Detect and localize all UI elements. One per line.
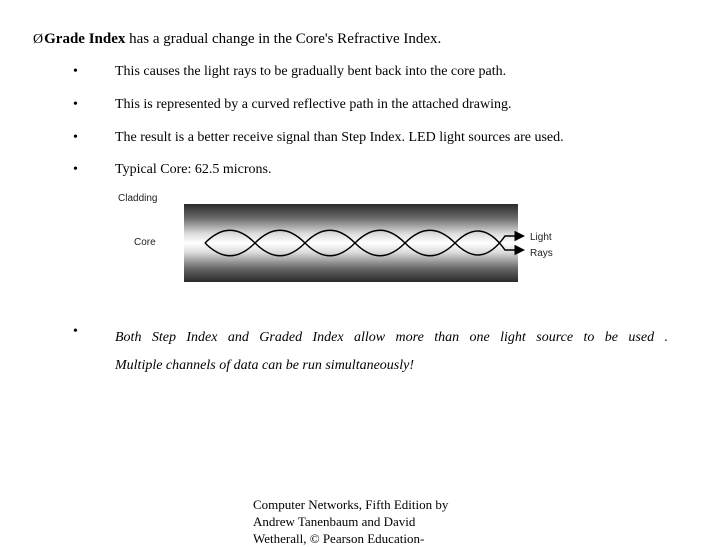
- slide-heading: [33, 31, 441, 48]
- cladding-label: Cladding: [118, 193, 158, 204]
- bullet-dot-icon: •: [73, 64, 78, 79]
- light-rays-label: Light: [530, 232, 552, 243]
- fiber-drawing: [110, 186, 560, 286]
- bullet-text: The result is a better receive signal than Step Index. LED light sources are used.: [115, 130, 564, 145]
- bullet-text: Typical Core: 62.5 microns.: [115, 162, 272, 177]
- multi-source-note: [115, 324, 668, 380]
- footer-citation: [253, 496, 448, 547]
- bullet-item: [0, 64, 720, 84]
- note-line: Both Step Index and Graded Index allow more than one light source to be used .: [115, 330, 668, 345]
- bullet-dot-icon: •: [73, 162, 78, 177]
- bullet-text: This causes the light rays to be gradually bent back into the core path.: [115, 64, 507, 79]
- bullet-text: This is represented by a curved reflective path in the attached drawing.: [115, 97, 512, 112]
- bullet-dot-icon: •: [73, 130, 78, 145]
- light-rays-label: Rays: [530, 248, 553, 259]
- bullet-dot-icon: •: [73, 324, 78, 339]
- graded-index-fiber-diagram: [110, 186, 560, 286]
- arrow-bullet-icon: Ø: [33, 32, 44, 47]
- heading-bold-term: Grade Index: [44, 31, 126, 47]
- footer-line: Andrew Tanenbaum and David: [253, 514, 416, 529]
- core-label: Core: [134, 237, 156, 248]
- bullet-item: [0, 97, 720, 117]
- footer-line: Wetherall, © Pearson Education-: [253, 531, 425, 546]
- bullet-item: [0, 130, 720, 150]
- fiber-core-cladding: [184, 204, 518, 282]
- bullet-item: [0, 162, 720, 182]
- heading-rest: has a gradual change in the Core's Refractive Index.: [125, 31, 442, 47]
- note-line: Multiple channels of data can be run simultaneously!: [115, 358, 415, 373]
- bullet-dot-icon: •: [73, 97, 78, 112]
- footer-line: Computer Networks, Fifth Edition by: [253, 497, 449, 512]
